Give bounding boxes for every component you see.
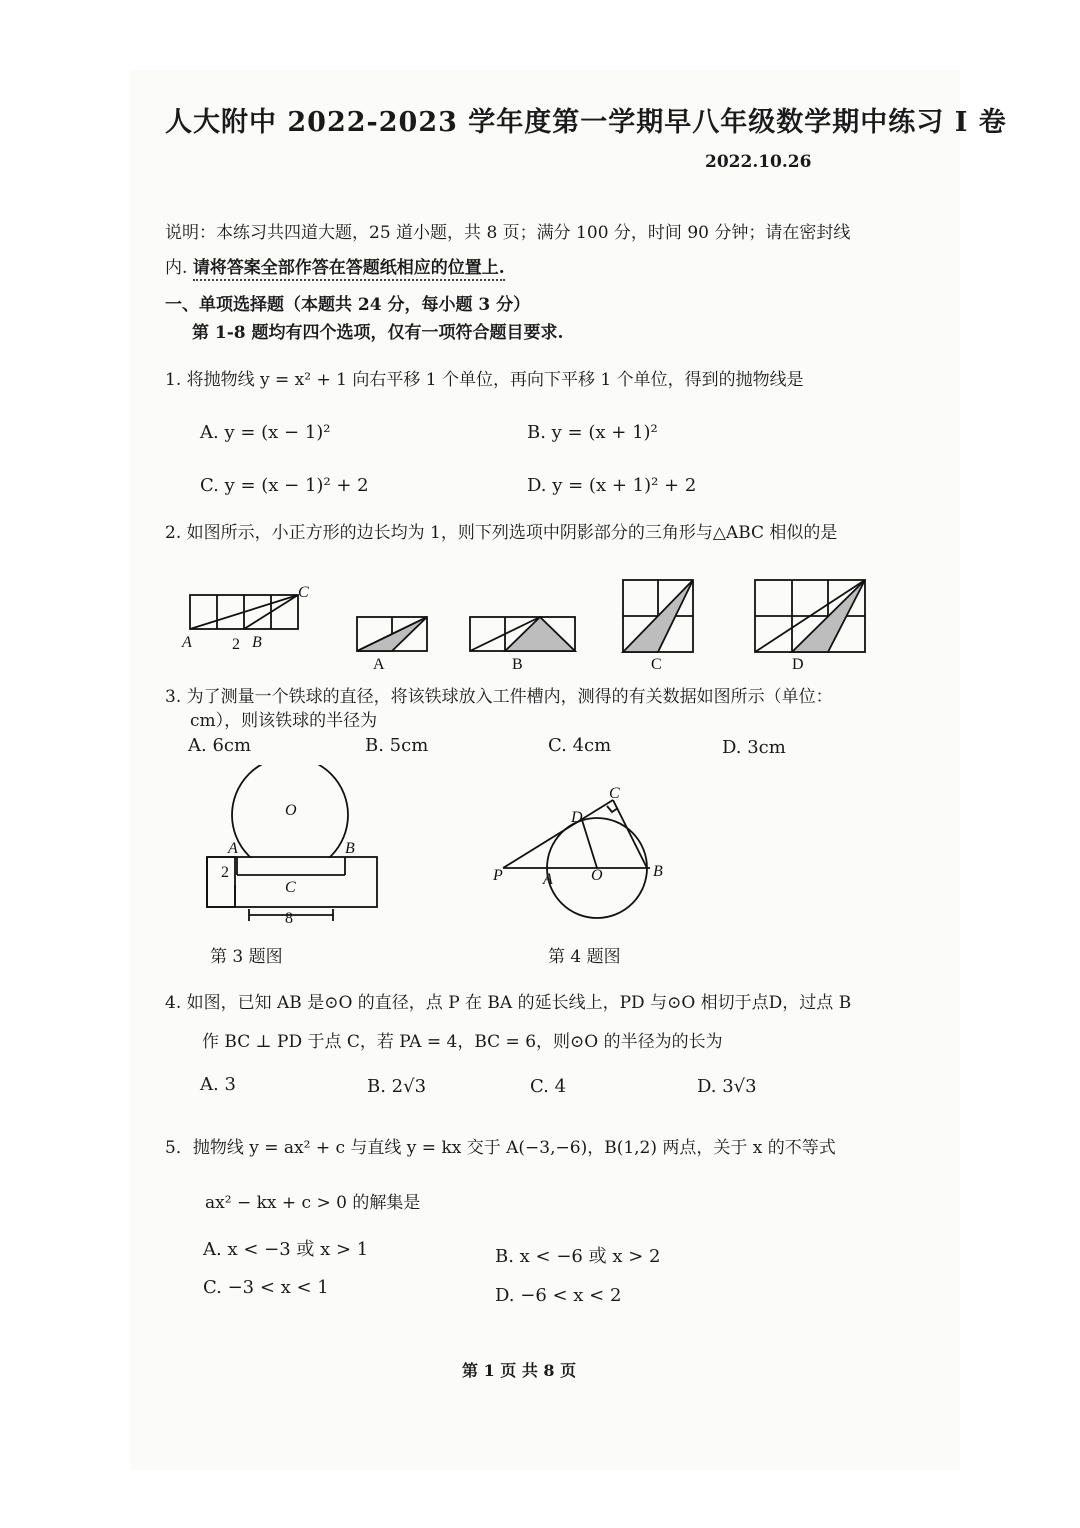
question-4-option-a[interactable]: A. 3: [200, 1074, 236, 1095]
figure-option-b[interactable]: [470, 617, 575, 673]
question-1-stem: 1. 将抛物线 y = x² + 1 向右平移 1 个单位，再向下平移 1 个单位，得到的抛物线是: [165, 370, 804, 390]
instructions-line2: [165, 253, 505, 278]
question-5-stem-line1: 5．抛物线 y = ax² + c 与直线 y = kx 交于 A(−3,−6)，B(1,2) 两点，关于 x 的不等式: [165, 1138, 836, 1158]
fig3-label-a: A: [228, 840, 238, 857]
question-3-stem-line2: cm），则该铁球的半径为: [190, 711, 378, 731]
question-4-option-d[interactable]: D. 3√3: [697, 1076, 757, 1097]
instructions-emphasis: 请将答案全部作答在答题纸相应的位置上.: [193, 258, 505, 281]
figure-4: [485, 780, 685, 930]
label-c: C: [298, 584, 309, 601]
question-4-option-b[interactable]: B. 2√3: [367, 1076, 427, 1097]
figure-option-c[interactable]: [623, 580, 693, 673]
figure-option-d[interactable]: [755, 580, 865, 673]
question-3-option-c[interactable]: C. 4cm: [548, 735, 612, 756]
question-3-stem-line1: 3. 为了测量一个铁球的直径，将该铁球放入工件槽内，测得的有关数据如图所示（单位：: [165, 687, 833, 707]
question-1-option-a[interactable]: A. y = (x − 1)²: [200, 422, 331, 443]
fig4-label-c: C: [609, 785, 620, 802]
option-b-label: B: [512, 656, 523, 673]
question-2-figures: [170, 575, 890, 675]
label-a: A: [182, 634, 192, 651]
figure-3: [195, 765, 395, 935]
page-footer: 第 1 页 共 8 页: [462, 1361, 577, 1380]
fig3-label-c: C: [285, 879, 296, 896]
figure-4-caption: 第 4 题图: [548, 947, 621, 967]
question-1-option-b[interactable]: B. y = (x + 1)²: [527, 422, 658, 443]
option-d-label: D: [792, 656, 804, 673]
question-3-option-b[interactable]: B. 5cm: [365, 735, 429, 756]
question-5-stem-line2: ax² − kx + c > 0 的解集是: [205, 1193, 421, 1213]
fig4-label-o: O: [591, 867, 603, 884]
option-a-label: A: [373, 656, 385, 673]
question-3-option-a[interactable]: A. 6cm: [188, 735, 252, 756]
fig3-label-height: 2: [221, 864, 229, 881]
section-subheading: 第 1-8 题均有四个选项，仅有一项符合题目要求.: [192, 323, 564, 343]
instructions-line1: 说明：本练习共四道大题，25 道小题，共 8 页；满分 100 分，时间 90 分钟；请在密封线: [165, 223, 851, 243]
question-1-option-d[interactable]: D. y = (x + 1)² + 2: [527, 475, 697, 496]
question-4-option-c[interactable]: C. 4: [530, 1076, 567, 1097]
fig4-label-p: P: [493, 867, 503, 884]
question-2-stem: 2. 如图所示，小正方形的边长均为 1，则下列选项中阴影部分的三角形与△ABC 相似的是: [165, 523, 838, 543]
page-title: 人大附中 2022-2023 学年度第一学期早八年级数学期中练习 Ⅰ 卷: [165, 107, 1007, 138]
instructions-prefix: 内.: [165, 258, 188, 278]
label-two: 2: [232, 636, 240, 653]
question-5-option-b[interactable]: B. x < −6 或 x > 2: [495, 1246, 661, 1267]
question-4-stem-line2: 作 BC ⊥ PD 于点 C，若 PA = 4，BC = 6，则⊙O 的半径为的长为: [202, 1032, 723, 1052]
question-5-option-c[interactable]: C. −3 < x < 1: [203, 1277, 329, 1298]
fig4-label-d: D: [571, 809, 583, 826]
exam-date: 2022.10.26: [705, 152, 812, 172]
fig4-label-a: A: [543, 871, 553, 888]
question-1-option-c[interactable]: C. y = (x − 1)² + 2: [200, 475, 369, 496]
figure-option-a[interactable]: [357, 617, 427, 673]
question-5-option-a[interactable]: A. x < −3 或 x > 1: [203, 1239, 369, 1260]
question-4-stem-line1: 4. 如图，已知 AB 是⊙O 的直径，点 P 在 BA 的延长线上，PD 与⊙O 相切于点D，过点 B: [165, 993, 852, 1013]
figure-3-caption: 第 3 题图: [210, 947, 283, 967]
option-c-label: C: [651, 656, 662, 673]
figure-abc: [181, 584, 309, 653]
fig4-label-b: B: [653, 863, 663, 880]
question-5-option-d[interactable]: D. −6 < x < 2: [495, 1285, 622, 1306]
fig3-label-width: 8: [285, 910, 293, 927]
fig3-label-o: O: [285, 802, 297, 819]
label-b: B: [252, 634, 262, 651]
fig3-label-b: B: [345, 840, 355, 857]
section-heading: 一、单项选择题（本题共 24 分，每小题 3 分）: [165, 295, 531, 315]
question-3-option-d[interactable]: D. 3cm: [722, 737, 786, 758]
